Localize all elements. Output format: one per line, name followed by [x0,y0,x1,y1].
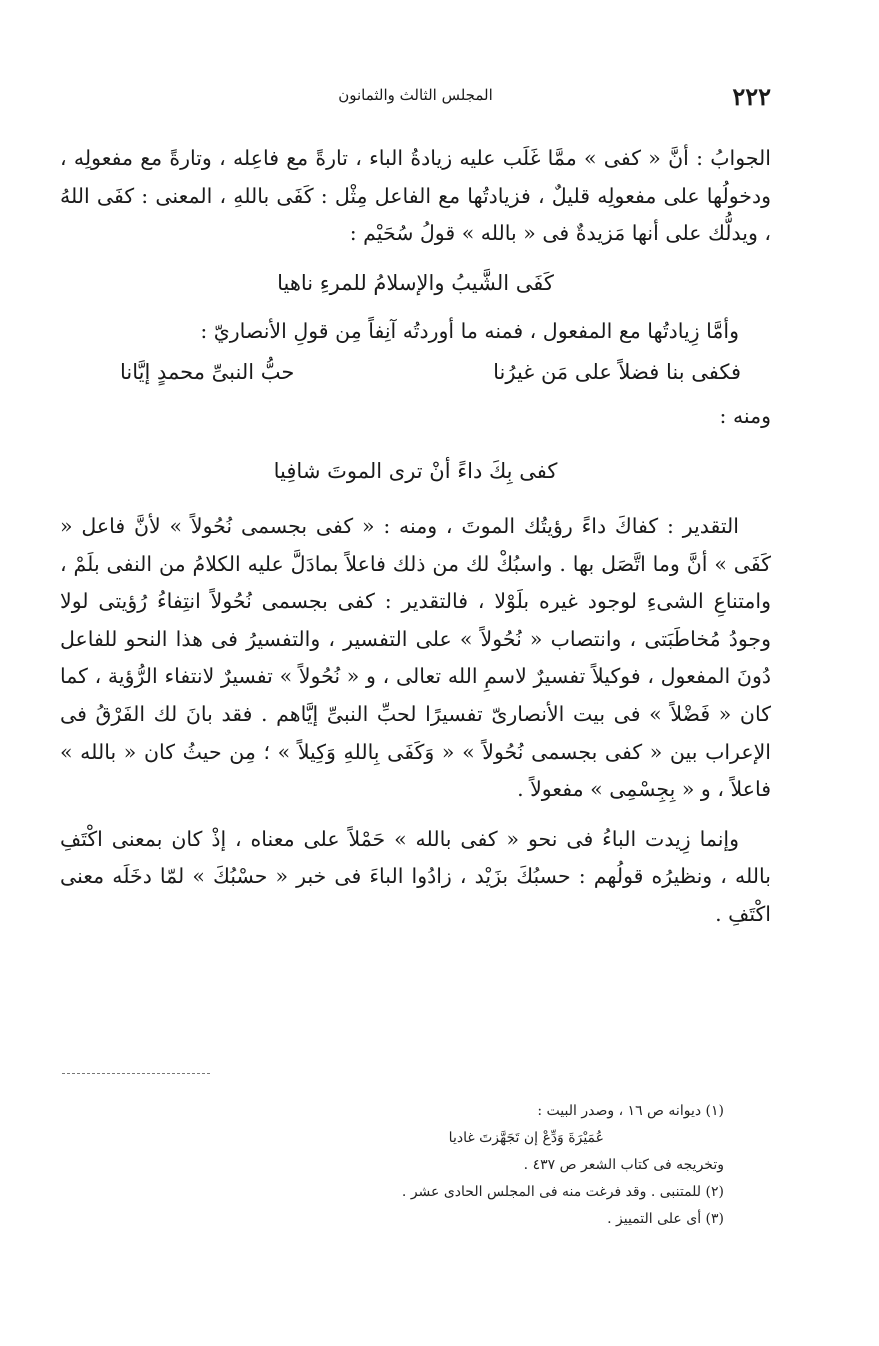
running-header [60,82,771,112]
paragraph-ba-addition: وإنما زِيدت الباءُ فى نحو « كفى بالله » حَمْلاً على معناه ، إذْ كان بمعنى اكْتَفِ بالله ، ونظيرُه قولُهم : حسبُكَ بزَيْد ، زادُوا الباءَ فى خبر « حسْبُكَ » لمّا دخَلَه معنى اكْتَفِ . [60,826,771,926]
footnote-separator [62,1073,210,1074]
page-number: ٢٢٢ [732,82,771,111]
footnotes [60,1098,724,1233]
main-text [60,140,771,934]
paragraph-taqdir: التقدير : كفاكَ داءً رؤيتُك الموتَ ، ومنه : « كفى بجسمى نُحُولاً » لأنَّ فاعل « كَفَى » أنَّ وما اتَّصَل بها . واسبُكْ لك من ذلك فاعلاً بمادَلَّ عليه الكلامُ من النفى بلَمْ ، وامتناعِ الشىءِ لوجود غيره بلَوْلا ، فالتقدير : كفى بجسمى نُحُولاً انتِفاءُ رُؤيتى لولا وجودُ مُخاطَبَتى ، وانتصاب « نُحُولاً » على التفسير ، والتفسيرُ فى هذا النحو للفاعل دُونَ المفعول ، فوكيلاً تفسيرٌ لاسمِ الله تعالى ، و « نُحُولاً » تفسيرٌ لانتفاء الرُّؤية ، كما كان « فَضْلاً » فى بيت الأنصارىّ تفسيرًا لحبِّ النبىِّ إيَّاهم . فقد بانَ لك الفَرْقُ فى الإعراب بين « كفى بجسمى نُحُولاً » « وَكَفَى بِاللهِ وَكِيلاً » ؛ مِن حيثُ كان « بالله » فاعلاً ، و « بِجِسْمِى » مفعولاً . [60,513,771,802]
verse-hemistich-first: فكفى بنا فضلاً على مَن غيرُنا [493,360,741,385]
paragraph-and-from-it: ومنه : [719,404,771,429]
footnote-1-verse: عُمَيْرَةَ وَدِّعْ إن تَجَهَّزتَ غاديا [448,1130,604,1146]
verse-hemistich-second: حبُّ النبىِّ محمدٍ إيَّانا [120,360,295,385]
paragraph-object-addition: وأمَّا زِيادتُها مع المفعول ، فمنه ما أوردتُه آنِفاً مِن قولِ الأنصاريّ : [200,318,739,343]
footnote-2: (٢) للمتنبى . وقد فرغت منه فى المجلس الحادى عشر . [401,1184,724,1200]
paragraph-answer: الجوابُ : أنَّ « كفى » ممَّا غَلَب عليه زيادةُ الباء ، تارةً مع فاعِله ، وتارةً مع مفعولِه ، ودخولُها على مفعولِه قليلٌ ، فزيادتُها مع الفاعل مِثْل : كَفَى باللهِ ، المعنى : كفَى اللهُ ، ويدلُّك على أنها مَزيدةٌ فى « بالله » قولُ سُحَيْم : [60,146,771,246]
footnote-3: (٣) أى على التمييز . [607,1211,724,1227]
verse-ansari [60,350,771,394]
footnote-1: (١) ديوانه ص ١٦ ، وصدر البيت : [537,1103,724,1119]
running-title: المجلس الثالث والثمانون [338,86,493,104]
verse-suhaym: كَفَى الشَّيبُ والإسلامُ للمرءِ ناهيا [277,270,554,295]
footnote-1-continuation: وتخريجه فى كتاب الشعر ص ٤٣٧ . [523,1157,724,1173]
verse-mutanabbi: كفى بِكَ داءً أنْ ترى الموتَ شافِيا [273,458,558,483]
